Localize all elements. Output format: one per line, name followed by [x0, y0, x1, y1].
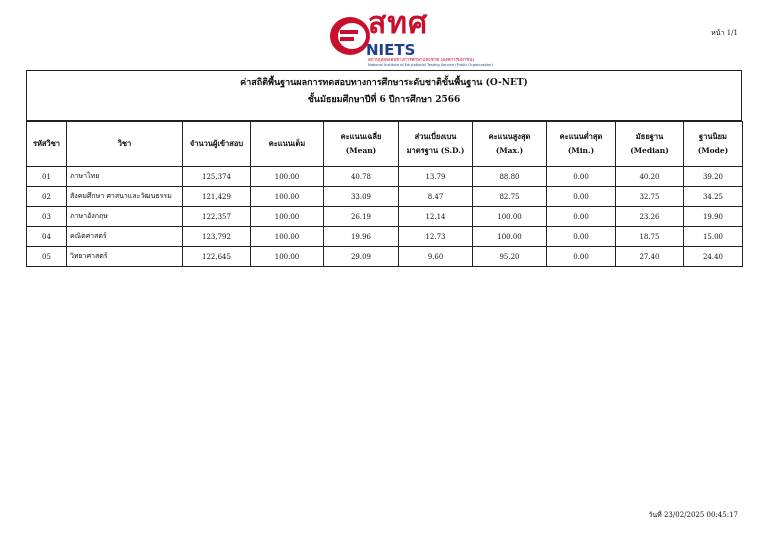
cell-mode: 24.40: [684, 247, 743, 267]
cell-examinees: 122,357: [183, 207, 251, 227]
cell-code: 04: [27, 227, 67, 247]
cell-mean: 33.09: [324, 187, 399, 207]
cell-examinees: 121,429: [183, 187, 251, 207]
cell-mean: 40.78: [324, 167, 399, 187]
cell-code: 05: [27, 247, 67, 267]
cell-mode: 15.00: [684, 227, 743, 247]
cell-min: 0.00: [547, 227, 616, 247]
header-sd: ส่วนเบี่ยงเบน มาตรฐาน (S.D.): [399, 122, 473, 167]
cell-mode: 39.20: [684, 167, 743, 187]
cell-median: 40.20: [616, 167, 684, 187]
cell-median: 32.75: [616, 187, 684, 207]
table-row: [27, 167, 743, 187]
cell-max: 88.80: [473, 167, 547, 187]
cell-sd: 8.47: [399, 187, 473, 207]
report-date: วันที่ 23/02/2025 00:45:17: [648, 511, 738, 519]
cell-min: 0.00: [547, 247, 616, 267]
cell-max: 82.75: [473, 187, 547, 207]
cell-subject: วิทยาศาสตร์: [67, 247, 183, 267]
cell-median: 23.26: [616, 207, 684, 227]
header-mode: ฐานนิยม (Mode): [684, 122, 743, 167]
cell-code: 03: [27, 207, 67, 227]
cell-median: 27.40: [616, 247, 684, 267]
logo-subtitle-thai: สถาบันทดสอบทางการศึกษาแห่งชาติ (องค์การมหาชน): [368, 58, 475, 63]
page-number: หน้า 1/1: [711, 29, 738, 37]
cell-sd: 12.73: [399, 227, 473, 247]
cell-min: 0.00: [547, 207, 616, 227]
statistics-table: [26, 121, 743, 267]
cell-full-score: 100.00: [251, 187, 324, 207]
logo-abbr: NIETS: [366, 41, 416, 59]
table-row: [27, 227, 743, 247]
cell-subject: ภาษาไทย: [67, 167, 183, 187]
header-max: คะแนนสูงสุด (Max.): [473, 122, 547, 167]
cell-mean: 26.19: [324, 207, 399, 227]
cell-sd: 13.79: [399, 167, 473, 187]
table-header-row: [27, 122, 743, 167]
header-examinees: จำนวนผู้เข้าสอบ: [183, 122, 251, 167]
cell-min: 0.00: [547, 167, 616, 187]
cell-sd: 12.14: [399, 207, 473, 227]
header-mean: คะแนนเฉลี่ย (Mean): [324, 122, 399, 167]
cell-sd: 9.60: [399, 247, 473, 267]
table-row: [27, 247, 743, 267]
logo-subtitle-english: National Institute of Educational Testing Service (Public Organization): [368, 63, 493, 67]
cell-mode: 34.25: [684, 187, 743, 207]
cell-min: 0.00: [547, 187, 616, 207]
header-full-score: คะแนนเต็ม: [251, 122, 324, 167]
logo-thai-text: สทศ: [368, 6, 429, 41]
cell-full-score: 100.00: [251, 167, 324, 187]
cell-examinees: 122,645: [183, 247, 251, 267]
cell-max: 100.00: [473, 227, 547, 247]
table-row: [27, 207, 743, 227]
cell-examinees: 125,374: [183, 167, 251, 187]
cell-code: 02: [27, 187, 67, 207]
report-subtitle: ชั้นมัธยมศึกษาปีที่ 6 ปีการศึกษา 2566: [307, 95, 461, 105]
header-subject-code: รหัสวิชา: [27, 122, 67, 167]
cell-full-score: 100.00: [251, 207, 324, 227]
cell-full-score: 100.00: [251, 247, 324, 267]
cell-code: 01: [27, 167, 67, 187]
cell-max: 100.00: [473, 207, 547, 227]
cell-max: 95.20: [473, 247, 547, 267]
header-median: มัธยฐาน (Median): [616, 122, 684, 167]
cell-subject: คณิตศาสตร์: [67, 227, 183, 247]
cell-subject: สังคมศึกษา ศาสนาและวัฒนธรรม: [67, 187, 183, 207]
cell-mean: 29.09: [324, 247, 399, 267]
cell-subject: ภาษาอังกฤษ: [67, 207, 183, 227]
cell-full-score: 100.00: [251, 227, 324, 247]
header-min: คะแนนต่ำสุด (Min.): [547, 122, 616, 167]
cell-median: 18.75: [616, 227, 684, 247]
report-title: ค่าสถิติพื้นฐานผลการทดสอบทางการศึกษาระดับชาติขั้นพื้นฐาน (O-NET): [240, 78, 528, 88]
cell-mode: 19.90: [684, 207, 743, 227]
cell-mean: 19.96: [324, 227, 399, 247]
cell-examinees: 123,792: [183, 227, 251, 247]
table-row: [27, 187, 743, 207]
report-title-box: [26, 70, 742, 121]
header-subject: วิชา: [67, 122, 183, 167]
niets-logo: [328, 6, 500, 68]
